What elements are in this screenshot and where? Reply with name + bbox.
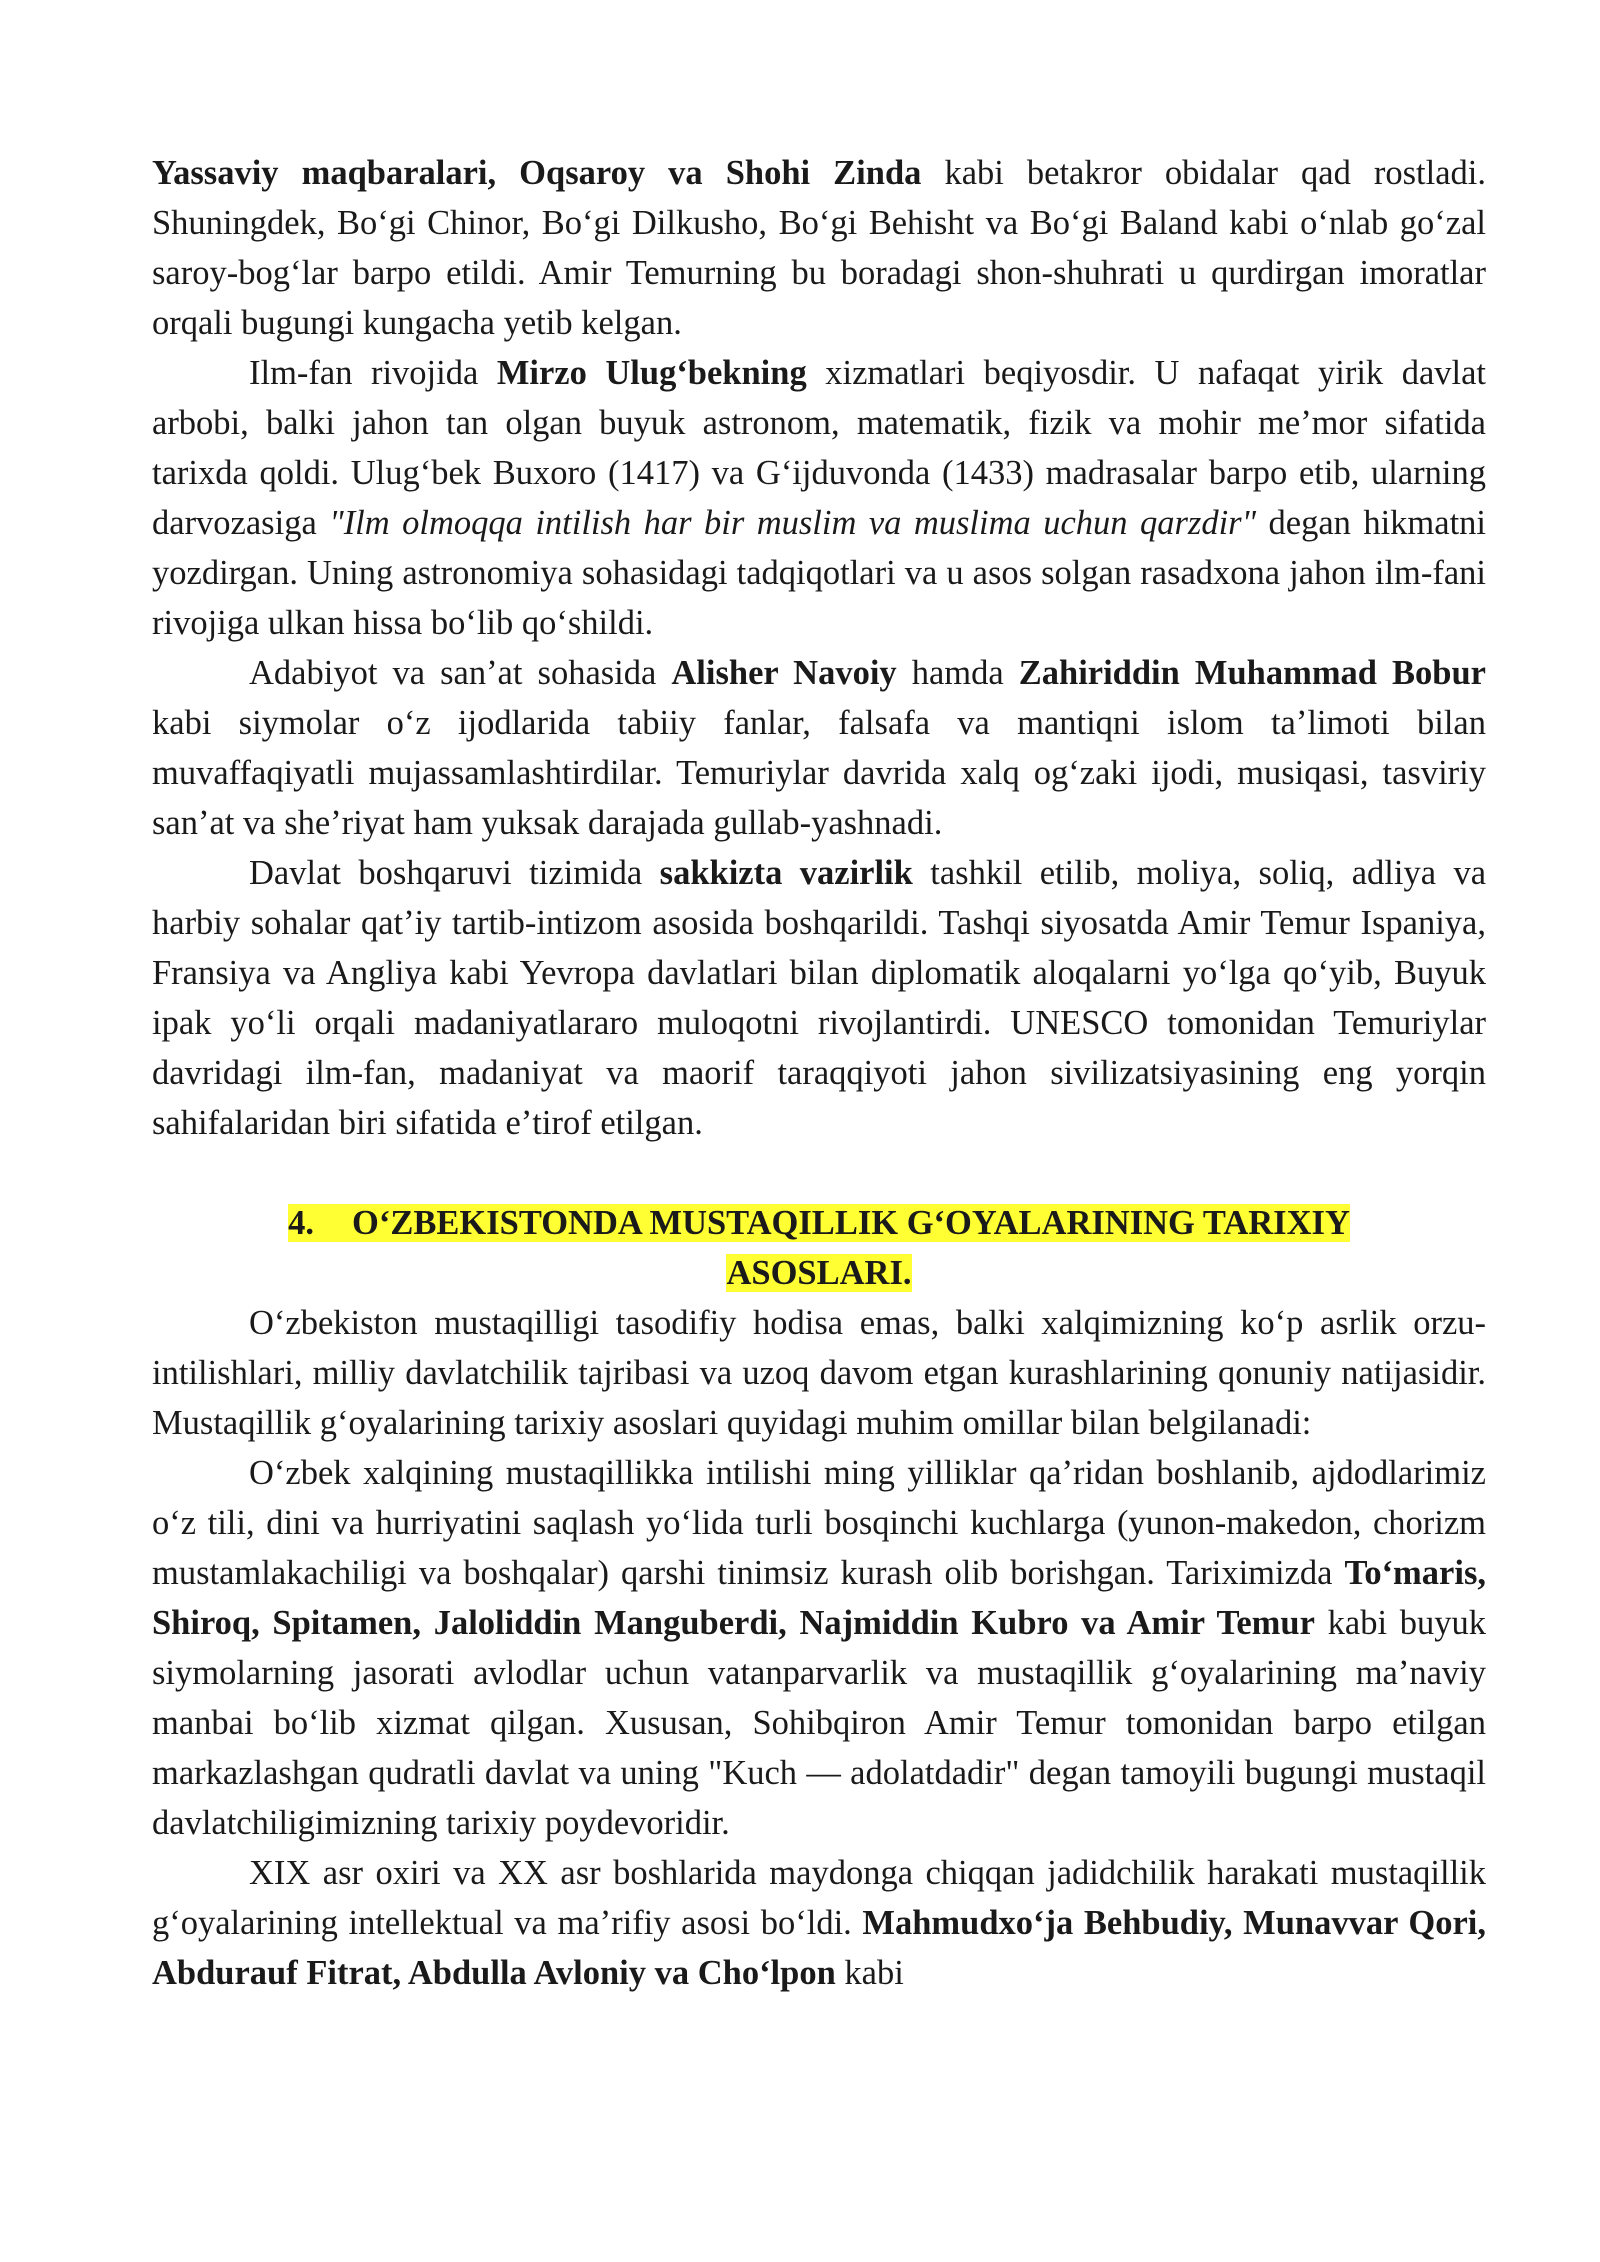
paragraph-literature bbox=[152, 648, 1486, 848]
paragraph-independence-intro bbox=[152, 1298, 1486, 1448]
heading-number: 4. bbox=[288, 1204, 315, 1242]
section-mustaqillik bbox=[152, 1298, 1486, 1998]
italic-quote: "Ilm olmoqqa intilish har bir muslim va muslima uchun qarzdir" bbox=[329, 504, 1257, 542]
section-heading bbox=[152, 1198, 1486, 1298]
text-run: Adabiyot va sanʼat sohasida bbox=[249, 654, 672, 692]
heading-title-part-2: ASOSLARI. bbox=[726, 1254, 912, 1292]
text-run: Oʻzbekiston mustaqilligi tasodifiy hodisa emas, balki xalqimizning koʻp asrlik orzu-intilishlari, milliy davlatchilik tajribasi va uzoq davom etgan kurashlarining qonuniy natijasidir. Mustaqillik gʻoyalarining tarixiy asoslari quyidagi muhim omillar bilan belgilanadi: bbox=[152, 1304, 1486, 1442]
document-page bbox=[152, 148, 1486, 1998]
text-run: hamda bbox=[896, 654, 1019, 692]
text-run: kabi bbox=[835, 1954, 904, 1992]
bold-text: Yassaviy maqbaralari, Oqsaroy va Shohi Zinda bbox=[152, 154, 922, 192]
paragraph-architecture bbox=[152, 148, 1486, 348]
bold-text: Mahmudxoʻja Behbudiy, Munavvar Qori, Abdurauf Fitrat, Abdulla Avloniy va Choʻlpon bbox=[152, 1904, 1486, 1992]
text-run: kabi buyuk siymolarning jasorati avlodlar uchun vatanparvarlik va mustaqillik gʻoyalarining maʼnaviy manbai boʻlib xizmat qilgan. Xususan, Sohibqiron Amir Temur tomonidan barpo etilgan markazlashgan qudratli davlat va uning "Kuch — adolatdadir" degan tamoyili bugungi mustaqil davlatchiligimizning tarixiy poydevoridir. bbox=[152, 1604, 1486, 1842]
bold-text: sakkizta vazirlik bbox=[659, 854, 913, 892]
bold-text: Alisher Navoiy bbox=[671, 654, 897, 692]
text-run: Davlat boshqaruvi tizimida bbox=[249, 854, 660, 892]
heading-title-part-1: OʻZBEKISTONDA MUSTAQILLIK GʻOYALARINING TARIXIY bbox=[352, 1204, 1350, 1242]
text-run: kabi betakror obidalar qad rostladi. Shuningdek, Boʻgi Chinor, Boʻgi Dilkusho, Boʻgi Behisht va Boʻgi Baland kabi oʻnlab goʻzal saroy-bogʻlar barpo etildi. Amir Temurning bu boradagi shon-shuhrati u qurdirgan imoratlar orqali bugungi kungacha yetib kelgan. bbox=[152, 154, 1486, 342]
paragraph-government bbox=[152, 848, 1486, 1148]
text-run: Oʻzbek xalqining mustaqillikka intilishi ming yilliklar qaʼridan boshlanib, ajdodlarimiz oʻz tili, dini va hurriyatini saqlash yoʻlida turli bosqinchi kuchlarga (yunon-makedon, chorizm mustamlakachiligi va boshqalar) qarshi tinimsiz kurash olib borishgan. Tariximizda bbox=[152, 1454, 1486, 1592]
text-run: xizmatlari beqiyosdir. U nafaqat yirik davlat arbobi, balki jahon tan olgan buyuk astronom, matematik, fizik va mohir meʼmor sifatida tarixda qoldi. Ulugʻbek Buxoro (1417) va Gʻijduvonda (1433) madrasalar barpo etib, ularning darvozasiga bbox=[152, 354, 1487, 542]
text-run: kabi siymolar oʻz ijodlarida tabiiy fanlar, falsafa va mantiqni islom taʼlimoti bilan muvaffaqiyatli mujassamlashtirdilar. Temuriylar davrida xalq ogʻzaki ijodi, musiqasi, tasviriy sanʼat va sheʼriyat ham yuksak darajada gullab-yashnadi. bbox=[152, 704, 1486, 842]
paragraph-ancestors bbox=[152, 1448, 1486, 1848]
text-run: Ilm-fan rivojida bbox=[249, 354, 497, 392]
paragraph-jadids bbox=[152, 1848, 1486, 1998]
text-run: tashkil etilib, moliya, soliq, adliya va harbiy sohalar qatʼiy tartib-intizom asosida boshqarildi. Tashqi siyosatda Amir Temur Ispaniya, Fransiya va Angliya kabi Yevropa davlatlari bilan diplomatik aloqalarni yoʻlga qoʻyib, Buyuk ipak yoʻli orqali madaniyatlararo muloqotni rivojlantirdi. UNESCO tomonidan Temuriylar davridagi ilm-fan, madaniyat va maorif taraqqiyoti jahon sivilizatsiyasining eng yorqin sahifalaridan biri sifatida eʼtirof etilgan. bbox=[152, 854, 1487, 1142]
text-run: degan hikmatni yozdirgan. Uning astronomiya sohasidagi tadqiqotlari va u asos solgan rasadxona jahon ilm-fani rivojiga ulkan hissa boʻlib qoʻshildi. bbox=[152, 504, 1487, 642]
text-run: XIX asr oxiri va XX asr boshlarida maydonga chiqqan jadidchilik harakati mustaqillik gʻoyalarining intellektual va maʼrifiy asosi boʻldi. bbox=[152, 1854, 1486, 1942]
bold-text: Toʻmaris, Shiroq, Spitamen, Jaloliddin Manguberdi, Najmiddin Kubro va Amir Temur bbox=[152, 1554, 1486, 1642]
heading-line-1 bbox=[288, 1204, 1350, 1242]
section-temuriylar bbox=[152, 148, 1486, 1148]
bold-text: Zahiriddin Muhammad Bobur bbox=[1018, 654, 1486, 692]
bold-text: Mirzo Ulugʻbekning bbox=[496, 354, 807, 392]
paragraph-ulugbek bbox=[152, 348, 1486, 648]
